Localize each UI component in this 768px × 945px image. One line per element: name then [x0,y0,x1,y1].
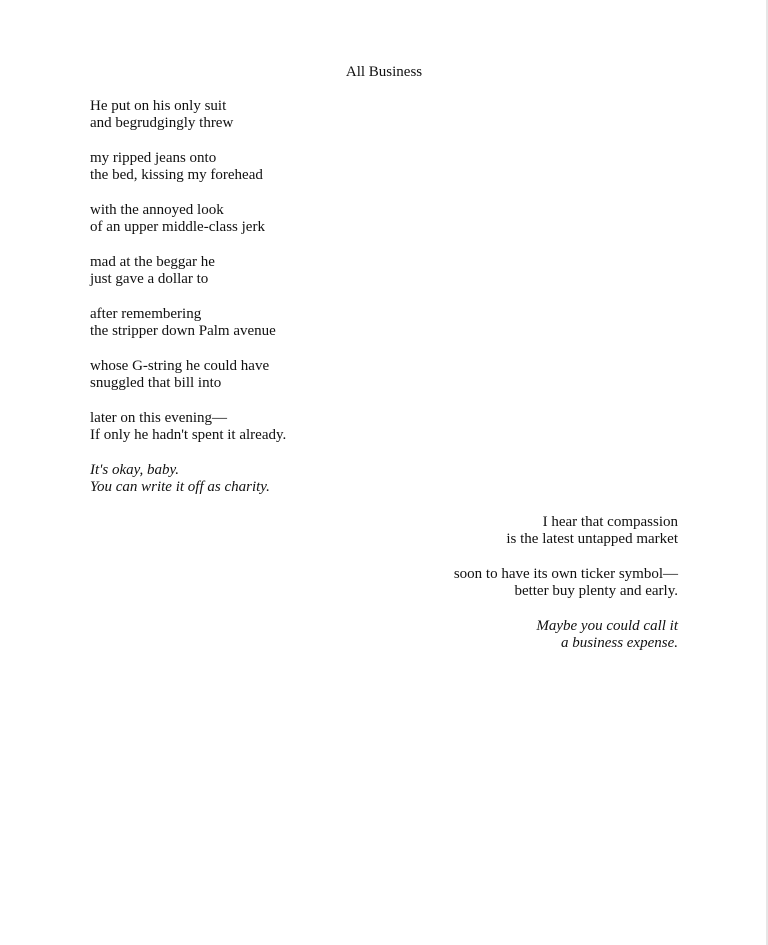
stanza [90,150,410,184]
poem-line: of an upper middle-class jerk [90,219,265,235]
poem-title: All Business [345,64,423,80]
poem-line: a business expense. [560,635,678,651]
poem-right-column [358,514,678,670]
poem-line: You can write it off as charity. [90,479,270,495]
poem-line: just gave a dollar to [90,271,209,287]
poem-line: It's okay, baby. [90,462,180,478]
poem-line: better buy plenty and early. [514,583,678,599]
poem-line: mad at the beggar he [90,254,215,270]
poem-line: Maybe you could call it [536,618,678,634]
stanza-italic [358,618,678,652]
poem-line: is the latest untapped market [506,531,678,547]
poem-line: after remembering [90,306,202,322]
poem-line: If only he hadn't spent it already. [90,427,287,443]
poem-line: later on this evening— [90,410,228,426]
poem-left-column [90,98,410,514]
stanza [90,358,410,392]
poem-line: with the annoyed look [90,202,224,218]
poem-line: snuggled that bill into [90,375,222,391]
poem-line: my ripped jeans onto [90,150,217,166]
stanza-italic [90,462,410,496]
stanza [90,410,410,444]
stanza [90,254,410,288]
poem-line: whose G-string he could have [90,358,270,374]
poem-line: and begrudgingly threw [90,115,234,131]
stanza [90,98,410,132]
stanza [90,202,410,236]
poem-line: I hear that compassion [542,514,678,530]
stanza [358,514,678,548]
stanza [90,306,410,340]
poem-line: soon to have its own ticker symbol— [453,566,678,582]
poem-line: the bed, kissing my forehead [90,167,263,183]
poem-line: He put on his only suit [90,98,227,114]
stanza [358,566,678,600]
poem-line: the stripper down Palm avenue [90,323,276,339]
